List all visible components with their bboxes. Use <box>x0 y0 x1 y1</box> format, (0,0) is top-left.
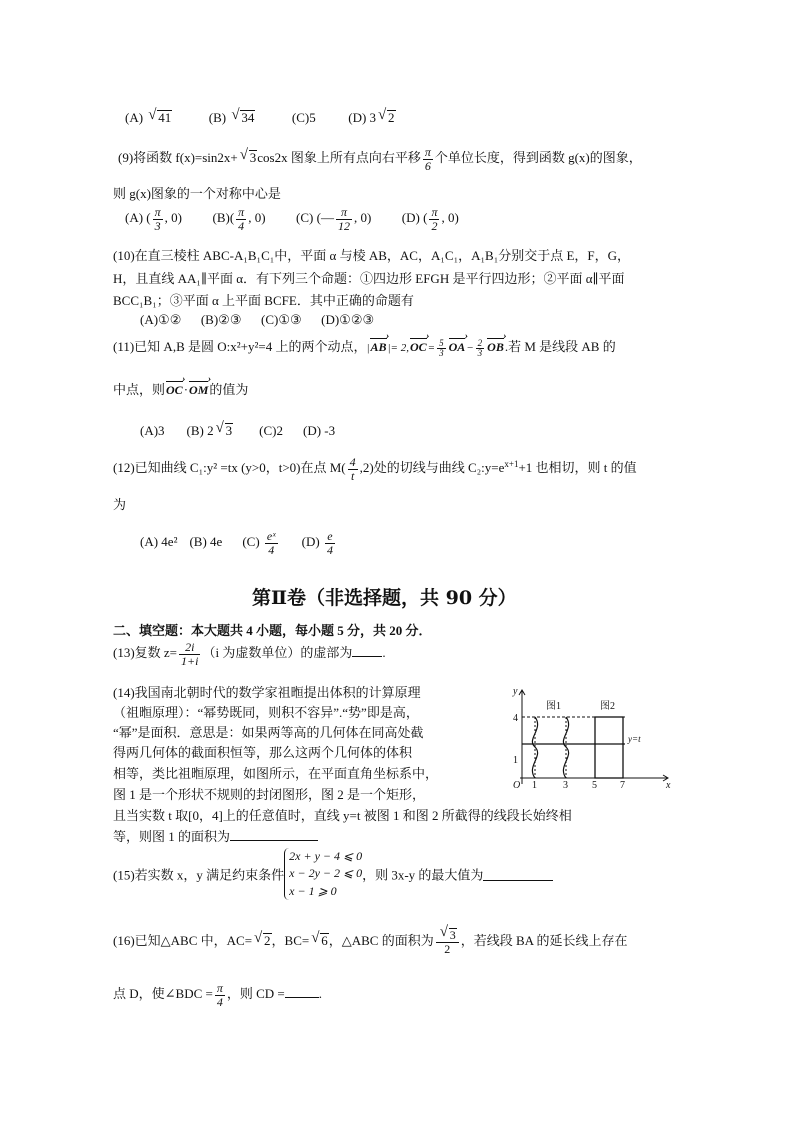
q14-line4: 得两几何体的截面积恒等，那么这两个几何体的体积 <box>113 745 413 760</box>
q8-option-a: (A) <box>125 110 144 125</box>
q14-line8: 等，则图 1 的面积为 <box>113 826 318 845</box>
q11-line2: 中点，则OC ›·OM ›的值为 <box>113 379 248 398</box>
q14-line5: 相等，类比祖暅原理，如图所示，在平面直角坐标系中， <box>113 766 439 781</box>
fig2-label: 图2 <box>600 701 615 712</box>
fraction: $\frac{\pi}{6}$ <box>424 145 431 173</box>
x-tick-1: 1 <box>532 780 537 790</box>
q8-option-d: (D) 3 <box>348 110 377 125</box>
x-axis-label: x <box>666 780 671 790</box>
q14-line2: （祖暅原理）：“幂势既同，则积不容异”.“势”即是高， <box>113 705 419 720</box>
line-label: y=t <box>628 734 641 744</box>
y-tick-1: 1 <box>513 755 518 766</box>
fig2-rectangle <box>595 717 623 778</box>
q12-stem: (12)已知曲线 C₁:y² =tx (y>0，t>0)在点 M( $\frac{4}{t}$ ,2)处的切线与曲线 $C_2:y=e^{x+1}+1$ 也相切，则 t 的值 <box>113 455 637 483</box>
q8-option-c: (C)5 <box>291 110 316 125</box>
y-tick-4: 4 <box>513 713 518 724</box>
q15: (15)若实数 x，y 满足约束条件 2x + y − 4 ⩽ 0 x − 2y − 2 ⩽ 0 x − 1 ⩾ 0 ，则 3x-y 的最大值为 <box>113 848 553 900</box>
fill-in-heading: 二、填空题：本大题共 4 小题，每小题 5 分，共 20 分． <box>113 623 432 638</box>
q11-options: (A)3 (B) 2√ 3 (C)2 (D) -3 <box>140 423 335 439</box>
q9-options: (A) ( $\frac{\pi}{3}$ , 0) (B)( $\frac{\pi}{4}$ , 0) (C) (— $\frac{\pi}{12}$ , 0) (D) ( $\frac{\pi}{2}$ , 0) <box>125 205 459 233</box>
sqrt-symbol: √ 34 <box>231 110 255 126</box>
q13: (13)复数 z= $\frac{2i}{1+i}$ （i 为虚数单位）的虚部为 . <box>113 640 386 668</box>
q11-stem: (11)已知 A,B 是圆 O:x²+y²=4 上的两个动点，|AB ›|= 2,OC ›= $\frac{5}{3}$ OA ›− $\frac{2}{3}$ OB ›.若 M 是线段 AB 的 <box>113 336 616 358</box>
x-tick-3: 3 <box>563 780 568 790</box>
sqrt-symbol: √ 3 <box>240 150 258 166</box>
q9-line2: 则 g(x)图象的一个对称中心是 <box>113 186 281 201</box>
q12-line2: 为 <box>113 497 127 512</box>
section-title: 第Ⅱ卷（非选择题，共 90 分） <box>252 587 517 609</box>
fig1-label: 图1 <box>546 701 561 712</box>
q8-options: (A) √ 41 (B) √ 34 (C)5 (D) 3√ 2 <box>125 110 396 126</box>
q10-line2: H，且直线 AA₁∥平面 α．有下列三个命题：①四边形 EFGH 是平行四边形；②平面 α∥平面 <box>113 271 625 286</box>
sqrt-symbol: √ 41 <box>148 110 172 126</box>
q16-line2: 点 D，使∠BDC = $\frac{\pi}{4}$ ，则 CD = . <box>113 981 323 1009</box>
origin-label: O <box>513 780 521 790</box>
constraint-system: 2x + y − 4 ⩽ 0 x − 2y − 2 ⩽ 0 x − 1 ⩾ 0 <box>284 848 362 900</box>
q14-line6: 图 1 是一个形状不规则的封闭图形，图 2 是一个矩形， <box>113 787 426 802</box>
q8-option-b: (B) <box>208 110 227 125</box>
q14-line1: (14)我国南北朝时代的数学家祖暅提出体积的计算原理 <box>113 685 421 700</box>
q10-options: (A)①② (B)②③ (C)①③ (D)①②③ <box>140 312 375 327</box>
q14-line7: 且当实数 t 取[0，4]上的任意值时，直线 y=t 被图 1 和图 2 所截得的线段长始终相 <box>113 808 572 823</box>
zu-geng-figure <box>500 684 675 790</box>
q10-line3: BCC₁B₁；③平面 α 上平面 BCFE．其中正确的命题有 <box>113 293 414 308</box>
q12-options: (A) 4e² (B) 4e (C) $\frac{\text{eˣ}}{4}$ (D) $\frac{e}{4}$ <box>140 529 333 557</box>
q10-line1: (10)在直三棱柱 ABC-A₁B₁C₁中，平面 α 与棱 AB，AC，A₁C₁，A₁B₁分别交于点 E，F，G， <box>113 248 631 263</box>
x-tick-7: 7 <box>620 780 625 790</box>
q16-line1: (16)已知△ABC 中，AC=√ 2，BC=√ 6，△ABC 的面积为 √ $\frac{3}{2}$ ，若线段 BA 的延长线上存在 <box>113 928 628 956</box>
q9-stem: (9)将函数 f(x)=sin2x+√ 3cos2x 图象上所有点向右平移 $\frac{\pi}{6}$ 个单位长度，得到函数 g(x)的图象， <box>118 146 642 172</box>
q14-line3: “幂”是面积．意思是：如果两等高的几何体在同高处截 <box>113 725 424 740</box>
x-tick-5: 5 <box>592 780 597 790</box>
y-axis-label: y <box>513 686 518 697</box>
